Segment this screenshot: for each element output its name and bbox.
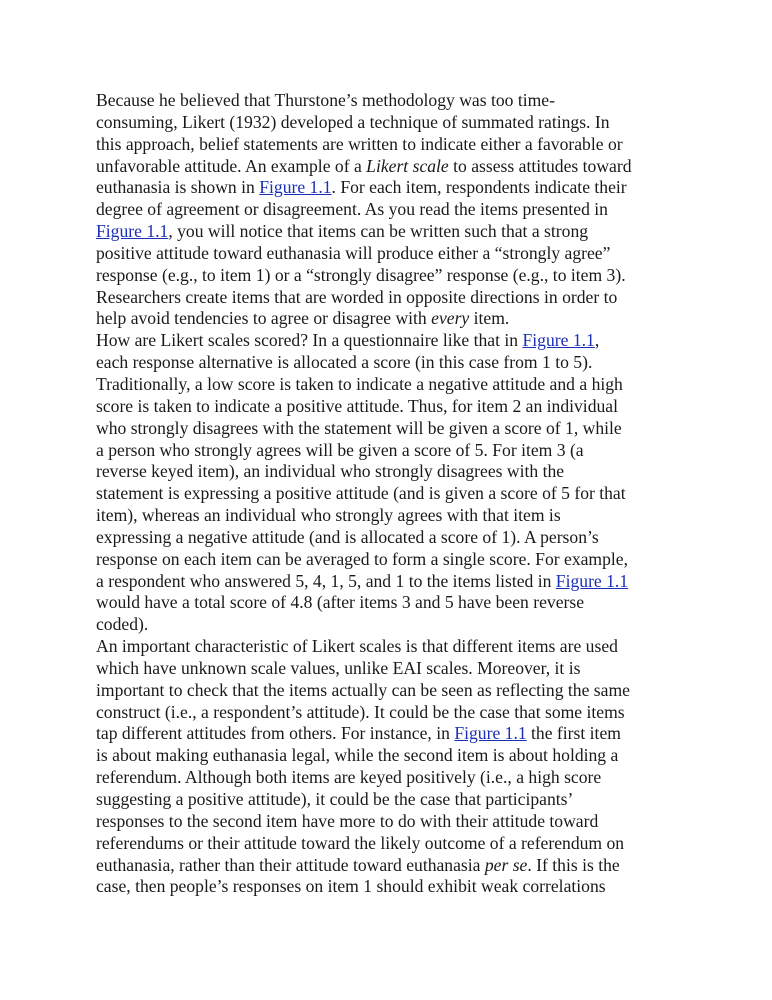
text-segment: . For each item, respondents indicate their bbox=[331, 177, 627, 198]
text-line bbox=[96, 636, 676, 658]
text-line bbox=[96, 134, 676, 156]
text-line bbox=[96, 199, 676, 221]
paragraph-1 bbox=[96, 90, 676, 330]
text-line bbox=[96, 723, 676, 745]
text-segment: each response alternative is allocated a score (in this case from 1 to 5). bbox=[96, 352, 593, 373]
text-segment: to assess attitudes toward bbox=[448, 155, 632, 176]
text-segment: An important characteristic of Likert scales is that different items are used bbox=[96, 636, 618, 657]
text-segment: consuming, Likert (1932) developed a technique of summated ratings. In bbox=[96, 111, 610, 132]
text-segment: item), whereas an individual who strongly agrees with that item is bbox=[96, 505, 561, 526]
text-line bbox=[96, 265, 676, 287]
text-segment: case, then people’s responses on item 1 should exhibit weak correlations bbox=[96, 876, 606, 897]
text-line bbox=[96, 876, 676, 898]
text-line bbox=[96, 855, 676, 877]
text-line bbox=[96, 90, 676, 112]
text-line bbox=[96, 702, 676, 724]
text-segment: tap different attitudes from others. For instance, in bbox=[96, 723, 455, 744]
text-line bbox=[96, 177, 676, 199]
text-line bbox=[96, 287, 676, 309]
text-line bbox=[96, 745, 676, 767]
figure-1-1-link[interactable]: Figure 1.1 bbox=[454, 723, 527, 744]
text-segment: a person who strongly agrees will be given a score of 5. For item 3 (a bbox=[96, 439, 584, 460]
text-line bbox=[96, 527, 676, 549]
text-segment: Because he believed that Thurstone’s methodology was too time- bbox=[96, 90, 555, 110]
text-line bbox=[96, 156, 676, 178]
text-segment: important to check that the items actually can be seen as reflecting the same bbox=[96, 679, 630, 700]
figure-1-1-link[interactable]: Figure 1.1 bbox=[555, 570, 629, 591]
text-segment: the first item bbox=[526, 723, 621, 744]
text-segment: help avoid tendencies to agree or disagree with bbox=[96, 308, 432, 329]
text-line bbox=[96, 418, 676, 440]
figure-1-1-link[interactable]: Figure 1.1 bbox=[96, 221, 169, 242]
emphasis-text: per se bbox=[484, 854, 528, 875]
text-segment: a respondent who answered 5, 4, 1, 5, and 1 to the items listed in bbox=[96, 570, 556, 591]
text-line bbox=[96, 833, 676, 855]
text-segment: , bbox=[594, 330, 600, 351]
text-line bbox=[96, 549, 676, 571]
text-line bbox=[96, 658, 676, 680]
text-segment: response on each item can be averaged to form a single score. For example, bbox=[96, 548, 629, 569]
text-line bbox=[96, 680, 676, 702]
text-segment: who strongly disagrees with the statement will be given a score of 1, while bbox=[96, 417, 622, 438]
text-segment: responses to the second item have more to do with their attitude toward bbox=[96, 810, 599, 831]
text-line bbox=[96, 505, 676, 527]
text-segment: construct (i.e., a respondent’s attitude). It could be the case that some items bbox=[96, 701, 625, 722]
text-segment: this approach, belief statements are written to indicate either a favorable or bbox=[96, 133, 623, 154]
text-segment: score is taken to indicate a positive attitude. Thus, for item 2 an individual bbox=[96, 395, 618, 416]
text-segment: unfavorable attitude. An example of a bbox=[96, 155, 367, 176]
text-segment: euthanasia is shown in bbox=[96, 177, 260, 198]
text-line bbox=[96, 571, 676, 593]
figure-1-1-link[interactable]: Figure 1.1 bbox=[522, 330, 595, 351]
text-segment: How are Likert scales scored? In a questionnaire like that in bbox=[96, 330, 523, 351]
text-line bbox=[96, 396, 676, 418]
text-segment: euthanasia, rather than their attitude toward euthanasia bbox=[96, 854, 485, 875]
text-line bbox=[96, 308, 676, 330]
text-segment: which have unknown scale values, unlike EAI scales. Moreover, it is bbox=[96, 657, 581, 678]
text-segment: statement is expressing a positive attitude (and is given a score of 5 for that bbox=[96, 483, 626, 504]
text-line bbox=[96, 592, 676, 614]
text-line bbox=[96, 112, 676, 134]
text-segment: item. bbox=[469, 308, 510, 329]
text-line bbox=[96, 221, 676, 243]
text-segment: would have a total score of 4.8 (after items 3 and 5 have been reverse bbox=[96, 592, 585, 613]
text-line bbox=[96, 440, 676, 462]
text-segment: is about making euthanasia legal, while the second item is about holding a bbox=[96, 745, 619, 766]
text-segment: reverse keyed item), an individual who strongly disagrees with the bbox=[96, 461, 565, 482]
text-line bbox=[96, 614, 676, 636]
figure-1-1-link[interactable]: Figure 1.1 bbox=[259, 177, 332, 198]
text-segment: response (e.g., to item 1) or a “strongly disagree” response (e.g., to item 3). bbox=[96, 264, 626, 285]
text-line bbox=[96, 330, 676, 352]
text-segment: Traditionally, a low score is taken to indicate a negative attitude and a high bbox=[96, 373, 623, 394]
text-segment: Researchers create items that are worded in opposite directions in order to bbox=[96, 286, 618, 307]
text-segment: degree of agreement or disagreement. As you read the items presented in bbox=[96, 199, 608, 220]
text-line bbox=[96, 374, 676, 396]
text-line bbox=[96, 767, 676, 789]
text-segment: suggesting a positive attitude), it could be the case that participants’ bbox=[96, 789, 574, 809]
text-segment: . If this is the bbox=[527, 854, 620, 875]
paragraph-2 bbox=[96, 330, 676, 636]
text-line bbox=[96, 243, 676, 265]
text-line bbox=[96, 789, 676, 811]
text-line bbox=[96, 352, 676, 374]
text-segment: , you will notice that items can be written such that a strong bbox=[168, 221, 589, 242]
text-segment: positive attitude toward euthanasia will produce either a “strongly agree” bbox=[96, 242, 611, 263]
text-segment: referendums or their attitude toward the likely outcome of a referendum on bbox=[96, 832, 625, 853]
text-line bbox=[96, 811, 676, 833]
text-segment: coded). bbox=[96, 614, 149, 635]
text-segment: referendum. Although both items are keyed positively (i.e., a high score bbox=[96, 767, 602, 788]
emphasis-text: Likert scale bbox=[366, 155, 449, 176]
paragraph-3 bbox=[96, 636, 676, 898]
text-line bbox=[96, 461, 676, 483]
emphasis-text: every bbox=[431, 308, 470, 329]
text-line bbox=[96, 483, 676, 505]
document-page bbox=[96, 90, 676, 898]
text-segment: expressing a negative attitude (and is allocated a score of 1). A person’s bbox=[96, 526, 599, 547]
